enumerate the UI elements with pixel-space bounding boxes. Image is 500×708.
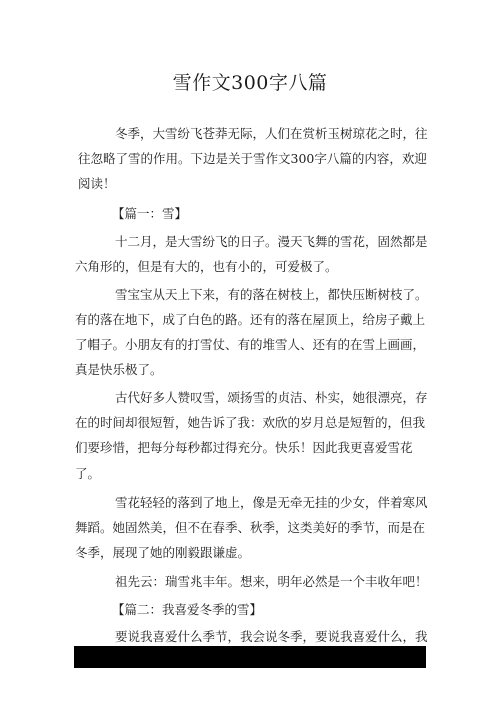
paragraph-line: 在的时间却很短暂，她告诉了我：欢欣的岁月总是短暂的，但我 bbox=[75, 415, 426, 430]
paragraph-line: 舞蹈。她固然美，但不在春季、秋季，这类美好的季节，而是在 bbox=[75, 520, 426, 535]
paragraph-line: 冬季，大雪纷飞苍莽无际，人们在赏析玉树琼花之时，往 bbox=[115, 126, 428, 141]
paragraph-line: 冬季，展现了她的刚毅跟谦虚。 bbox=[75, 545, 251, 560]
section-heading: 【篇二：我喜爱冬季的雪】 bbox=[112, 602, 263, 617]
paragraph-line: 雪宝宝从天上下来，有的落在树枝上，都快压断树枝了。 bbox=[115, 287, 428, 302]
paragraph-line: 十二月，是大雪纷飞的日子。漫天飞舞的雪花，固然都是 bbox=[115, 234, 428, 249]
redaction-bar bbox=[74, 646, 426, 668]
paragraph-line: 六角形的，但是有大的，也有小的，可爱极了。 bbox=[75, 259, 338, 274]
paragraph-line: 真是快乐极了。 bbox=[75, 362, 163, 377]
section-heading: 【篇一：雪】 bbox=[112, 206, 188, 221]
paragraph-line: 往忽略了雪的作用。下边是关于雪作文300字八篇的内容，欢迎 bbox=[78, 151, 427, 166]
paragraph-line: 有的落在地下，成了白色的路。还有的落在屋顶上，给房子戴上 bbox=[75, 312, 426, 327]
paragraph-line: 阅读！ bbox=[78, 176, 116, 191]
paragraph-line: 祖先云：瑞雪兆丰年。想来，明年必然是一个丰收年吧！ bbox=[115, 574, 428, 589]
paragraph-line: 了帽子。小朋友有的打雪仗、有的堆雪人、还有的在雪上画画， bbox=[75, 337, 426, 352]
paragraph-line: 们要珍惜，把每分每秒都过得充分。快乐！因此我更喜爱雪花 bbox=[75, 440, 413, 455]
paragraph-line: 了。 bbox=[75, 466, 101, 481]
paragraph-line: 要说我喜爱什么季节，我会说冬季，要说我喜爱什么，我 bbox=[115, 629, 428, 644]
paragraph-line: 古代好多人赞叹雪，颂扬雪的贞洁、朴实，她很漂亮，存 bbox=[115, 390, 428, 405]
paragraph-line: 雪花轻轻的落到了地上，像是无牵无挂的少女，伴着寒风 bbox=[115, 495, 428, 510]
document-title: 雪作文300字八篇 bbox=[172, 72, 328, 94]
